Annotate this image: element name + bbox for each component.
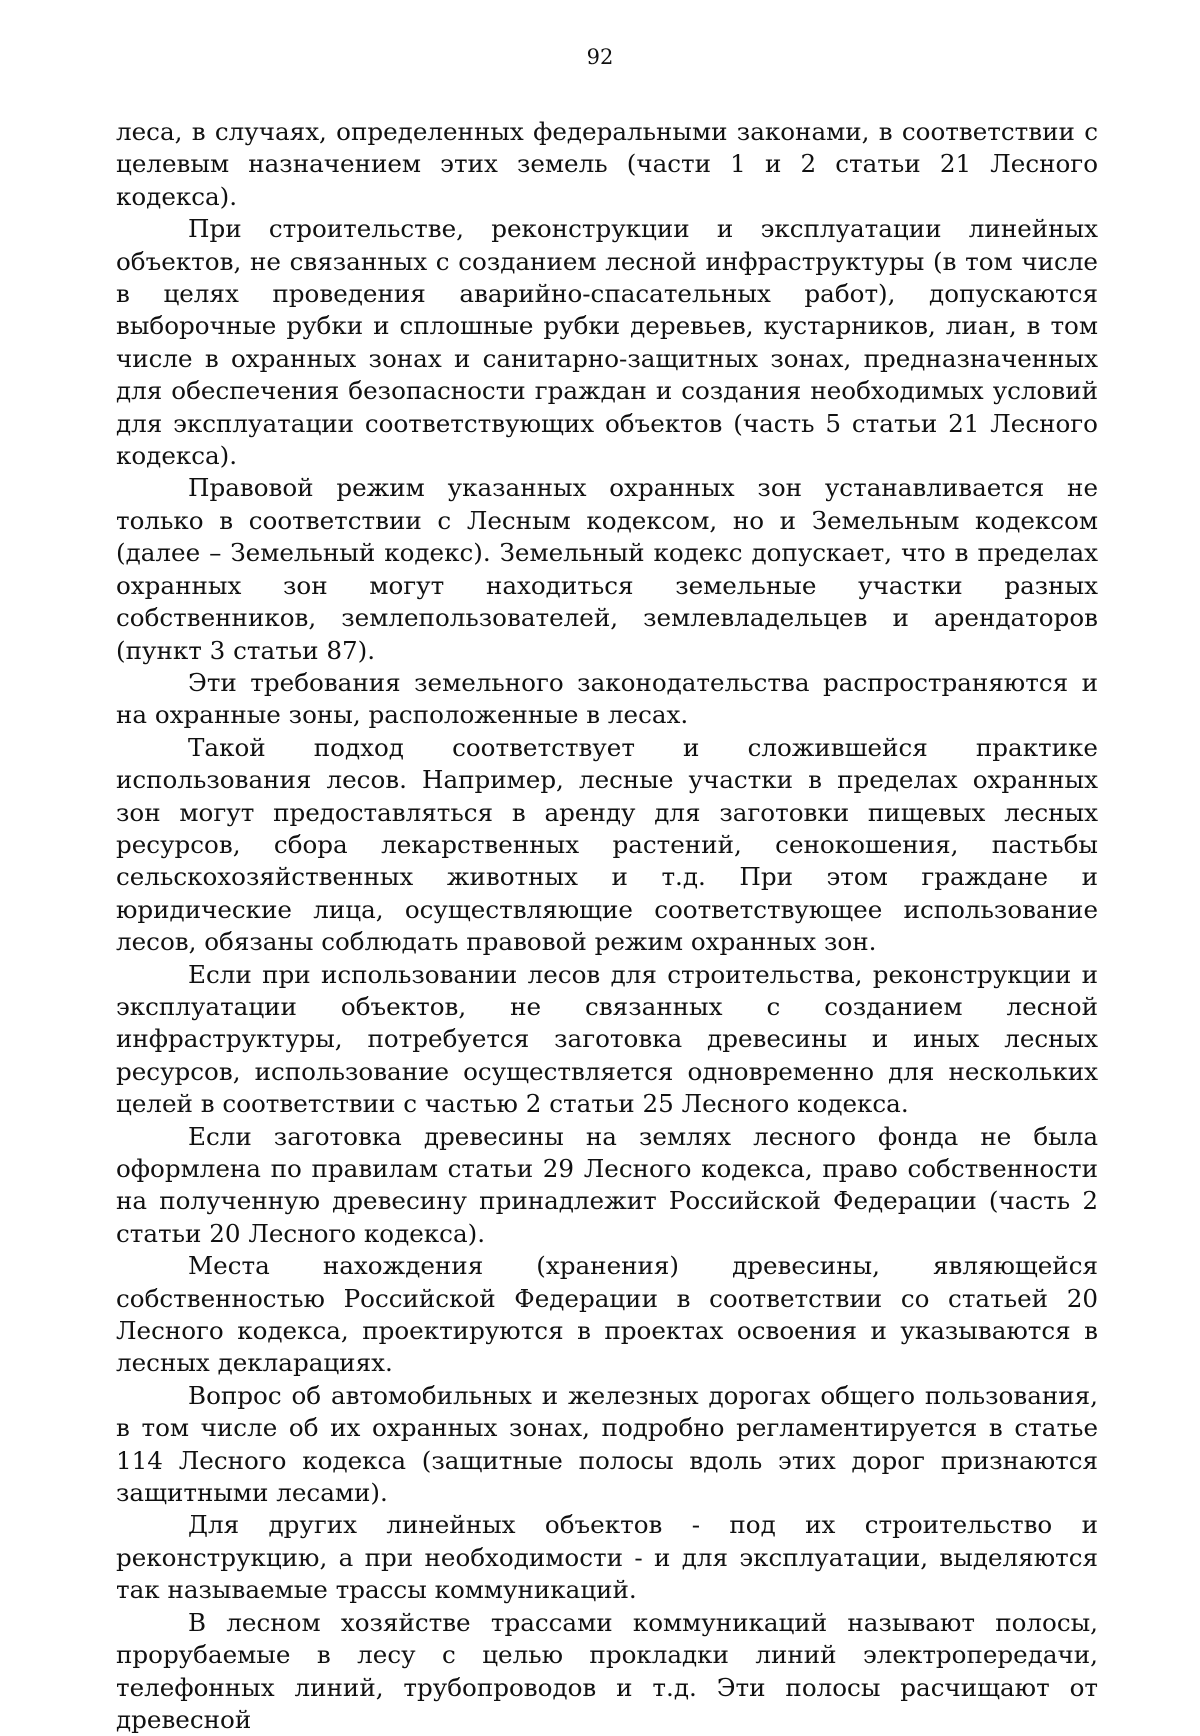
- page-number: 92: [586, 45, 614, 69]
- body-text: [116, 116, 1098, 1736]
- paragraph: Если при использовании лесов для строительства, реконструкции и эксплуатации объектов, не связанных с созданием лесной инфраструктуры, потребуется заготовка древесины и иных лесных ресурсов, использование осуществляется одновременно для нескольких целей в соответствии с частью 2 статьи 25 Лесного кодекса.: [116, 959, 1098, 1119]
- paragraph: Такой подход соответствует и сложившейся практике использования лесов. Например, лесные участки в пределах охранных зон могут предоставляться в аренду для заготовки пищевых лесных ресурсов, сбора лекарственных растений, сенокошения, пастьбы сельскохозяйственных животных и т.д. При этом граждане и юридические лица, осуществляющие соответствующее использование лесов, обязаны соблюдать правовой режим охранных зон.: [116, 732, 1098, 957]
- paragraph: Вопрос об автомобильных и железных дорогах общего пользования, в том числе об их охранных зонах, подробно регламентируется в статье 114 Лесного кодекса (защитные полосы вдоль этих дорог признаются защитными лесами).: [116, 1380, 1098, 1508]
- paragraph: Правовой режим указанных охранных зон устанавливается не только в соответствии с Лесным кодексом, но и Земельным кодексом (далее – Земельный кодекс). Земельный кодекс допускает, что в пределах охранных зон могут находиться земельные участки разных собственников, землепользователей, землевладельцев и арендаторов (пункт 3 статьи 87).: [116, 473, 1098, 665]
- paragraph: Если заготовка древесины на землях лесного фонда не была оформлена по правилам статьи 29 Лесного кодекса, право собственности на полученную древесину принадлежит Российской Федерации (часть 2 статьи 20 Лесного кодекса).: [116, 1121, 1098, 1248]
- paragraph: Эти требования земельного законодательства распространяются и на охранные зоны, расположенные в лесах.: [116, 667, 1098, 730]
- paragraph: Для других линейных объектов - под их строительство и реконструкцию, а при необходимости - и для эксплуатации, выделяются так называемые трассы коммуникаций.: [116, 1510, 1098, 1605]
- paragraph: Места нахождения (хранения) древесины, являющейся собственностью Российской Федерации в соответствии со статьей 20 Лесного кодекса, проектируются в проектах освоения и указываются в лесных декларациях.: [116, 1251, 1098, 1378]
- paragraph: При строительстве, реконструкции и эксплуатации линейных объектов, не связанных с созданием лесной инфраструктуры (в том числе в целях проведения аварийно-спасательных работ), допускаются выборочные рубки и сплошные рубки деревьев, кустарников, лиан, в том числе в охранных зонах и санитарно-защитных зонах, предназначенных для обеспечения безопасности граждан и создания необходимых условий для эксплуатации соответствующих объектов (часть 5 статьи 21 Лесного кодекса).: [116, 214, 1098, 471]
- paragraph-continuation: леса, в случаях, определенных федеральными законами, в соответствии с целевым назначением этих земель (части 1 и 2 статьи 21 Лесного кодекса).: [116, 117, 1098, 211]
- paragraph-truncated: В лесном хозяйстве трассами коммуникаций называют полосы, прорубаемые в лесу с целью прокладки линий электропередачи, телефонных линий, трубопроводов и т.д. Эти полосы расчищают от древесной: [116, 1607, 1098, 1734]
